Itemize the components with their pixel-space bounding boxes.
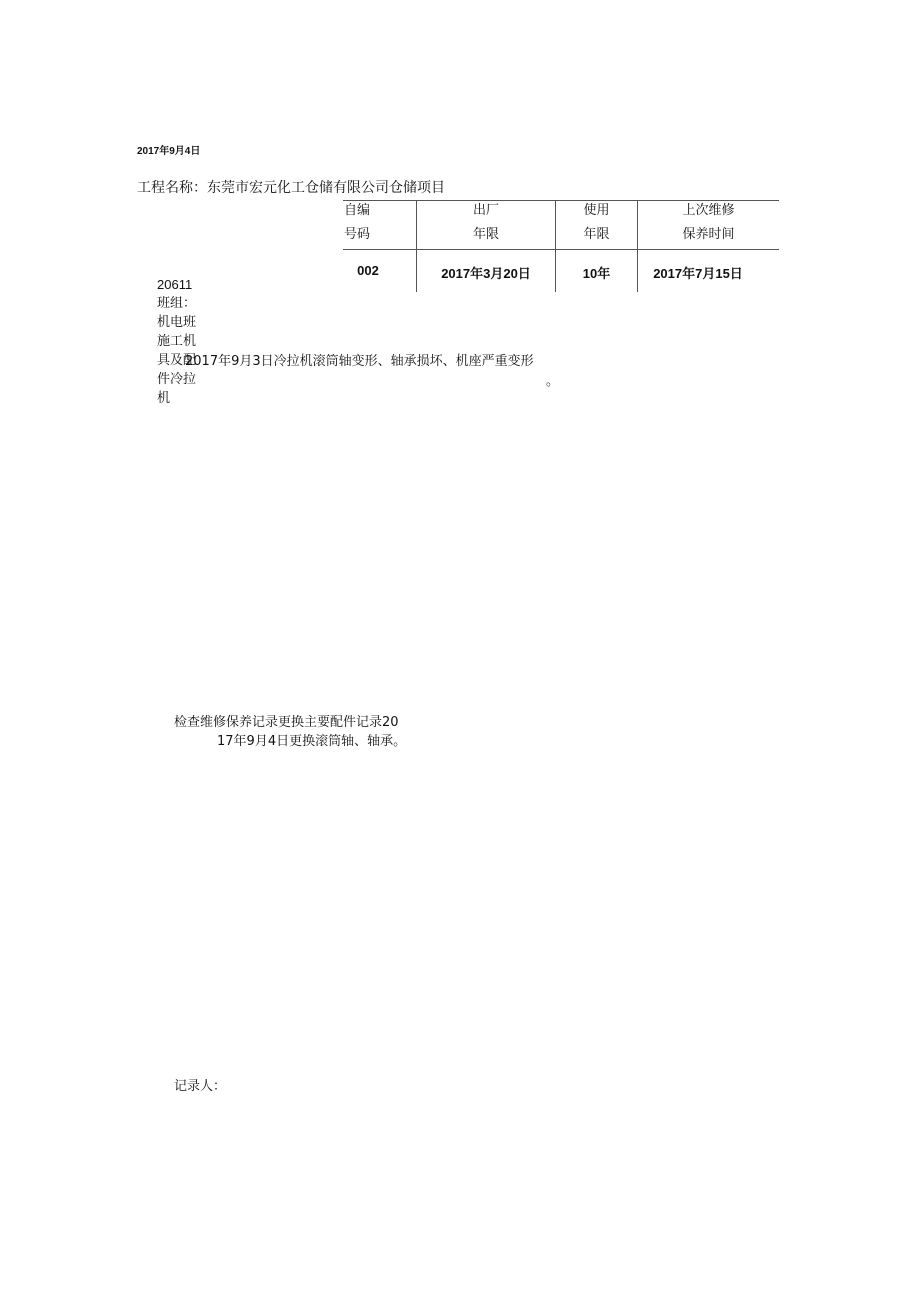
- equipment-info-column: 20611 班组： 机电班 施工机 具及配 件冷拉 机: [157, 277, 197, 406]
- table-header-service-life: 使用 年限: [583, 203, 610, 242]
- table-header-last-maintenance: 上次维修 保养时间: [682, 203, 735, 242]
- fault-description: 2017年9月3日冷拉机滚筒轴变形、轴承损坏、机座严重变形: [185, 354, 534, 369]
- table-header-border: [343, 249, 779, 250]
- recorder-label: 记录人：: [174, 1079, 227, 1094]
- project-name: 东莞市宏元化工仓储有限公司仓储项目: [207, 180, 445, 196]
- inspection-record-line2: 17年9月4日更换滚筒轴、轴承。: [217, 734, 407, 749]
- project-label: 工程名称：: [137, 180, 207, 196]
- fault-description-period: 。: [546, 374, 560, 389]
- inspection-record: [174, 713, 406, 751]
- project-name-line: [137, 177, 445, 197]
- table-cell-id: 002: [357, 263, 379, 278]
- inspection-record-line1: 检查维修保养记录更换主要配件记录20: [174, 715, 399, 730]
- record-date: 2017年9月4日: [137, 146, 201, 157]
- table-cell-service-life: 10年: [582, 266, 611, 281]
- table-cell-manufacture: 2017年3月20日: [441, 266, 531, 281]
- table-header-id: 自编 号码: [344, 203, 371, 242]
- table-cell-last-maintenance: 2017年7月15日: [653, 266, 743, 281]
- table-header-manufacture: 出厂 年限: [472, 203, 499, 242]
